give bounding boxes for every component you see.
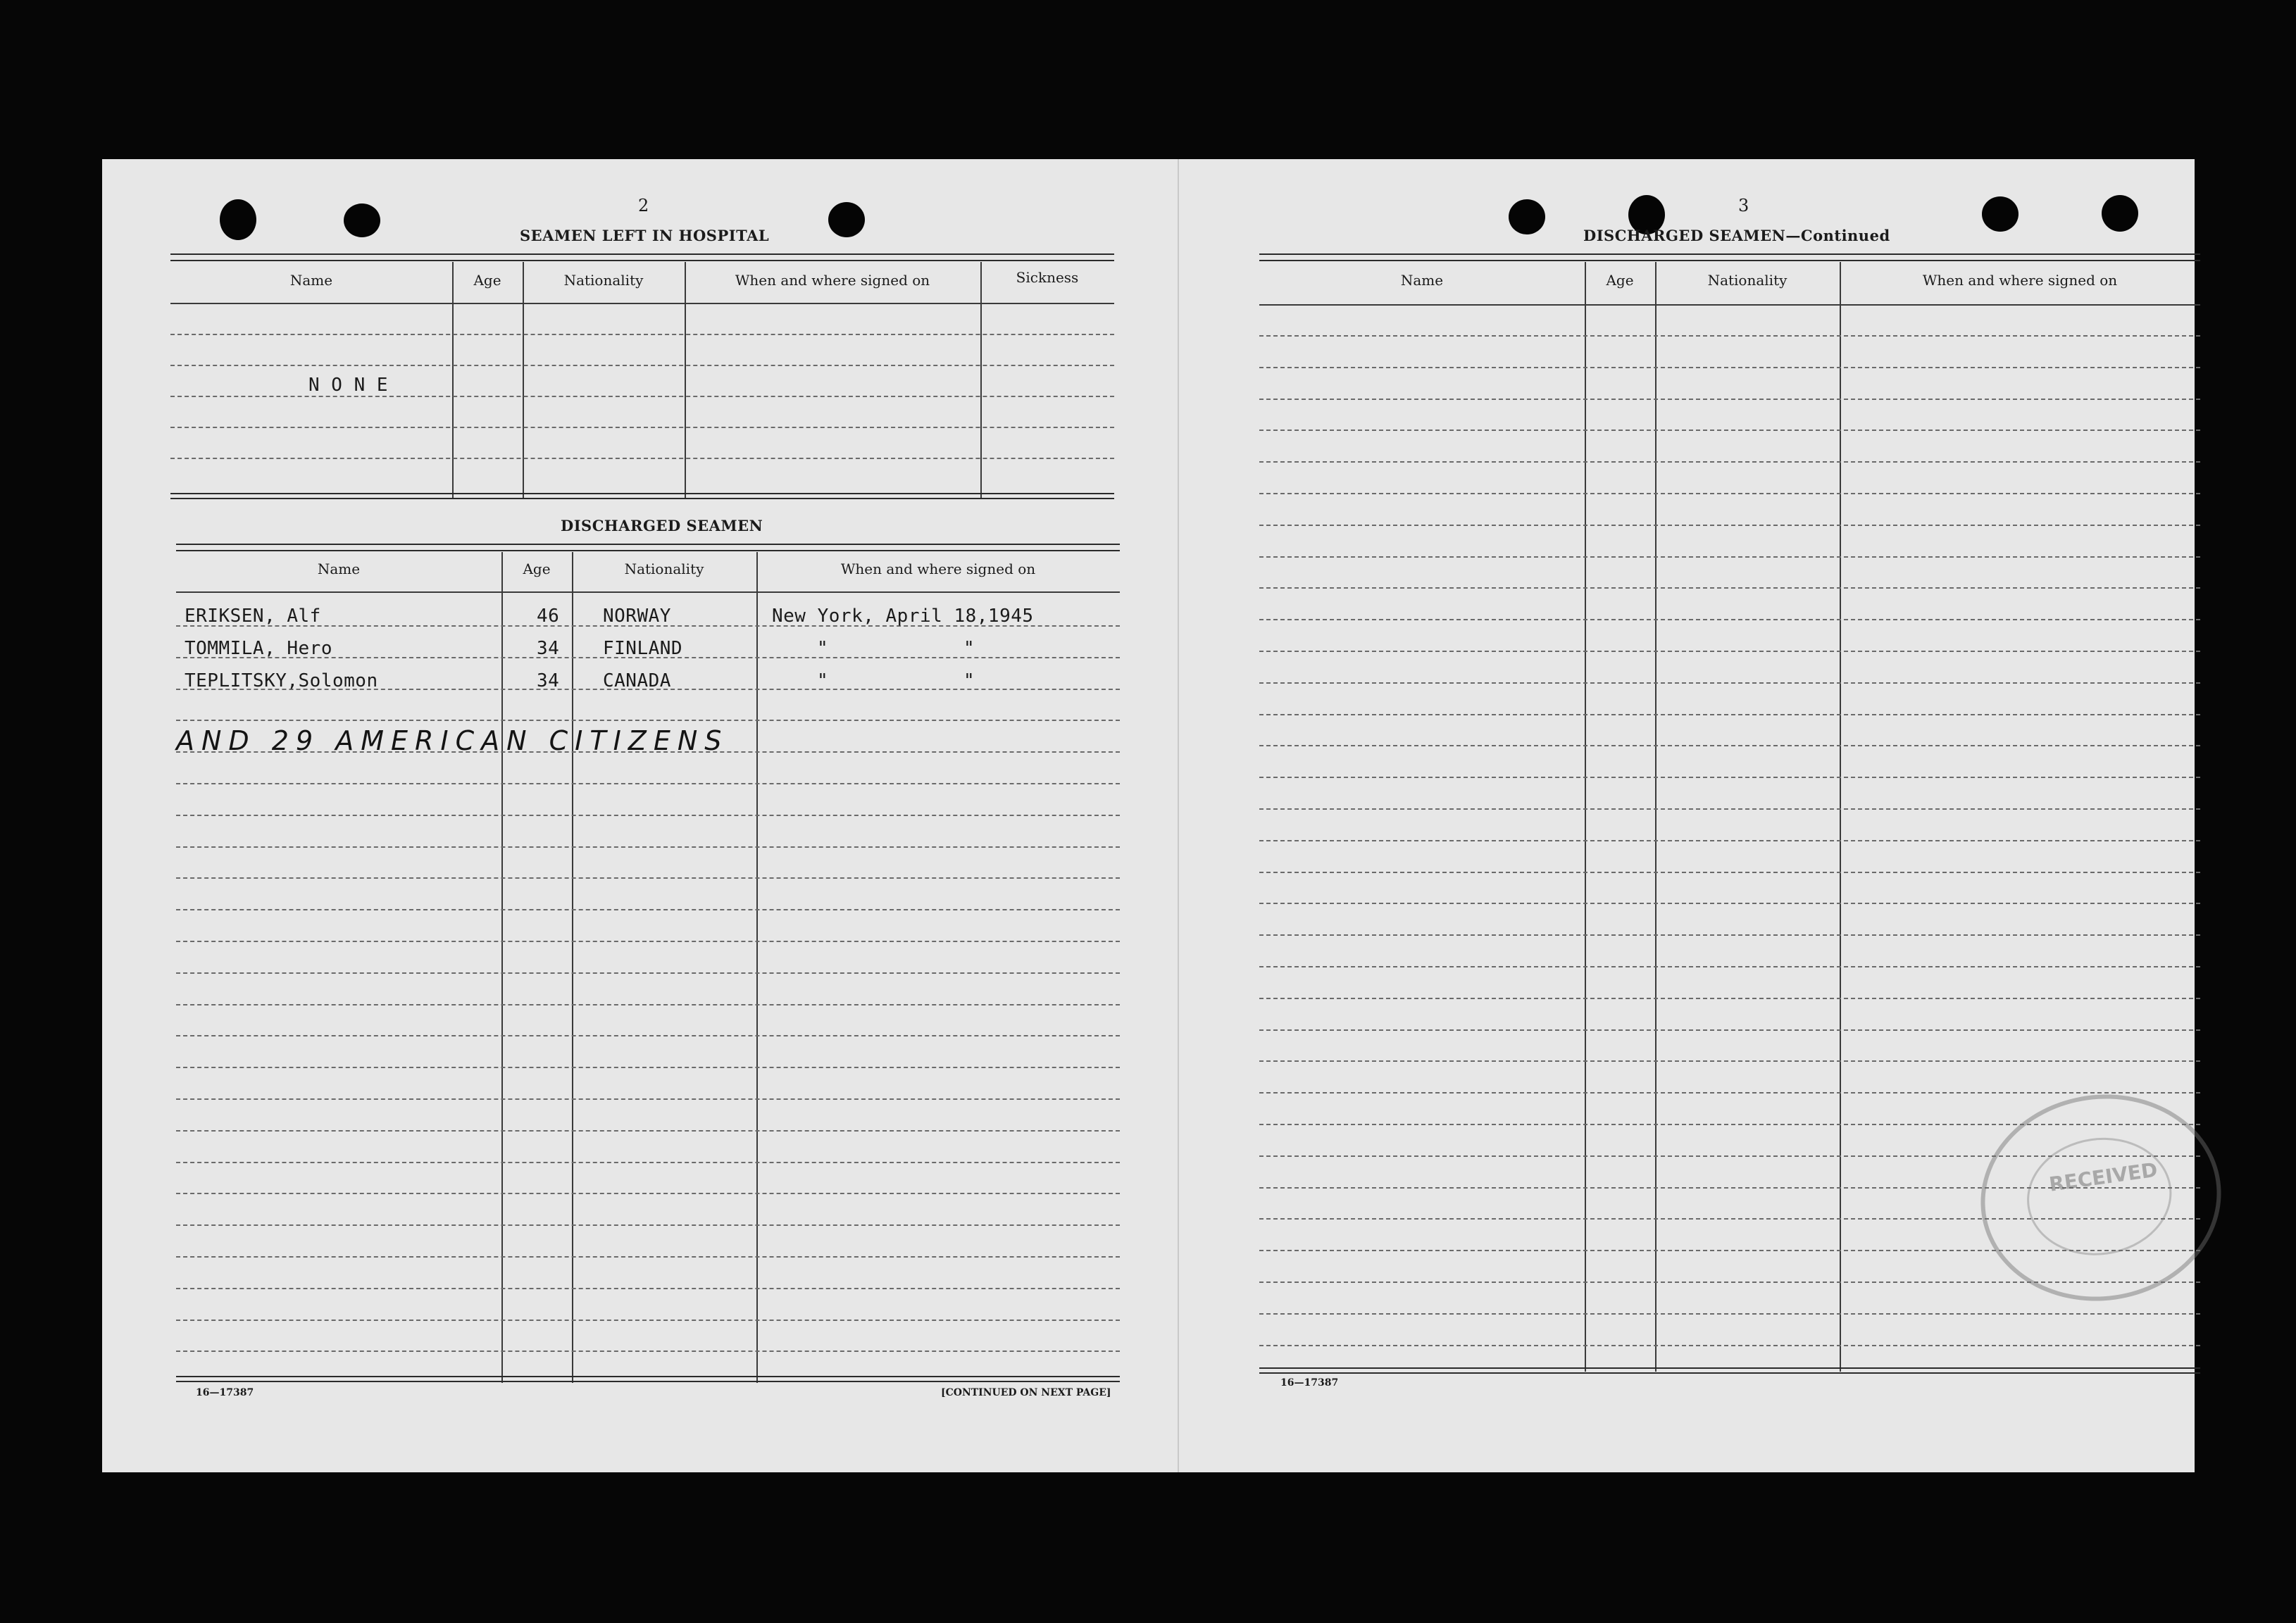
column-divider	[572, 552, 573, 1383]
punch-hole	[1982, 196, 2019, 232]
column-header-name: Name	[317, 560, 361, 577]
row-rule	[170, 334, 1114, 335]
column-header-signed-on: When and where signed on	[735, 272, 930, 289]
row-rule	[1259, 934, 2200, 936]
column-header-nationality: Nationality	[1707, 272, 1787, 289]
column-divider	[523, 262, 524, 499]
row-2-age: 34	[537, 638, 560, 659]
row-rule	[1259, 903, 2200, 904]
row-rule	[170, 427, 1114, 428]
row-rule	[176, 1162, 1120, 1163]
column-header-age: Age	[523, 560, 551, 577]
column-header-nationality: Nationality	[563, 272, 644, 289]
column-divider	[685, 262, 686, 499]
hospital-section-title: SEAMEN LEFT IN HOSPITAL	[520, 227, 770, 244]
row-rule	[176, 1224, 1120, 1226]
row-rule	[170, 396, 1114, 397]
table-top-rule	[1259, 253, 2200, 261]
column-divider	[1840, 262, 1841, 1372]
header-rule	[1259, 304, 2200, 306]
punch-hole	[220, 199, 256, 240]
row-rule	[176, 815, 1120, 816]
row-rule	[1259, 840, 2200, 841]
row-rule	[176, 1004, 1120, 1005]
row-rule	[1259, 1313, 2200, 1315]
row-rule	[176, 1351, 1120, 1352]
column-divider	[1655, 262, 1657, 1372]
row-rule	[176, 941, 1120, 942]
row-rule	[176, 1035, 1120, 1036]
row-1-name: ERIKSEN, Alf	[185, 606, 321, 627]
row-rule	[1259, 808, 2200, 810]
discharged-continued-title: DISCHARGED SEAMEN—Continued	[1583, 227, 1890, 244]
table-top-rule	[176, 544, 1120, 551]
row-rule	[1259, 619, 2200, 620]
row-3-signed-on-ditto: "	[817, 670, 829, 691]
row-rule	[1259, 525, 2200, 526]
discharged-section-title: DISCHARGED SEAMEN	[561, 517, 763, 534]
row-rule	[1259, 966, 2200, 967]
column-header-age: Age	[1606, 272, 1634, 289]
page-fold	[1178, 159, 1179, 1472]
row-1-age: 46	[537, 606, 560, 627]
row-rule	[176, 877, 1120, 879]
row-rule	[170, 365, 1114, 366]
column-header-signed-on: When and where signed on	[1922, 272, 2118, 289]
column-header-name: Name	[1400, 272, 1444, 289]
row-rule	[1259, 335, 2200, 337]
page-number-right: 3	[1738, 196, 1749, 215]
row-rule	[1259, 367, 2200, 368]
row-rule	[176, 972, 1120, 974]
column-header-nationality: Nationality	[624, 560, 704, 577]
row-rule	[176, 1098, 1120, 1100]
row-rule	[1259, 714, 2200, 715]
row-2-name: TOMMILA, Hero	[185, 638, 332, 659]
hospital-none-entry: N O N E	[308, 375, 389, 396]
row-2-date-ditto: "	[963, 638, 975, 659]
column-header-signed-on: When and where signed on	[840, 560, 1036, 577]
row-3-age: 34	[537, 670, 560, 691]
row-rule	[1259, 399, 2200, 400]
row-3-date-ditto: "	[963, 670, 975, 691]
row-rule	[1259, 682, 2200, 684]
row-rule	[176, 1130, 1120, 1132]
column-header-sickness: Sickness	[1016, 269, 1079, 286]
stamp-inner-ring	[2019, 1129, 2179, 1265]
column-divider	[501, 552, 503, 1383]
punch-hole	[2102, 195, 2138, 232]
row-rule	[1259, 587, 2200, 589]
row-rule	[1259, 872, 2200, 873]
row-rule	[1259, 777, 2200, 778]
row-rule	[176, 1193, 1120, 1194]
handwritten-note: AND 29 AMERICAN CITIZENS	[176, 725, 729, 756]
row-rule	[1259, 998, 2200, 999]
row-rule	[176, 720, 1120, 721]
table-top-rule	[170, 253, 1114, 261]
punch-hole	[828, 202, 865, 237]
row-rule	[1259, 461, 2200, 463]
table-bottom-rule	[170, 493, 1114, 499]
column-divider	[1585, 262, 1586, 1372]
row-rule	[1259, 1092, 2200, 1094]
row-rule	[170, 458, 1114, 459]
table-bottom-rule	[1259, 1367, 2200, 1374]
row-rule	[1259, 1029, 2200, 1031]
punch-hole	[1509, 199, 1545, 234]
continued-note: [CONTINUED ON NEXT PAGE]	[941, 1387, 1111, 1398]
column-header-age: Age	[473, 272, 501, 289]
row-3-name: TEPLITSKY,Solomon	[185, 670, 378, 691]
row-rule	[1259, 493, 2200, 494]
column-header-name: Name	[289, 272, 333, 289]
row-rule	[176, 783, 1120, 784]
column-divider	[756, 552, 758, 1383]
form-number-right: 16—17387	[1280, 1377, 1339, 1389]
page-number-left: 2	[638, 196, 649, 215]
row-rule	[176, 1067, 1120, 1068]
row-rule	[176, 1256, 1120, 1258]
row-rule	[176, 1320, 1120, 1321]
row-rule	[1259, 556, 2200, 558]
header-rule	[176, 591, 1120, 593]
stamp-text: RECEIVED	[2047, 1158, 2159, 1196]
row-3-nationality: CANADA	[603, 670, 671, 691]
table-bottom-rule	[176, 1376, 1120, 1382]
row-rule	[1259, 1060, 2200, 1062]
row-1-nationality: NORWAY	[603, 606, 671, 627]
form-number-left: 16—17387	[196, 1387, 254, 1398]
row-1-signed-on: New York, April 18,1945	[772, 606, 1034, 627]
row-rule	[1259, 430, 2200, 431]
column-divider	[980, 262, 982, 499]
row-rule	[1259, 1345, 2200, 1346]
row-2-nationality: FINLAND	[603, 638, 683, 659]
row-rule	[176, 909, 1120, 910]
column-divider	[452, 262, 454, 499]
header-rule	[170, 303, 1114, 304]
row-rule	[1259, 651, 2200, 652]
row-rule	[176, 846, 1120, 848]
row-2-signed-on-ditto: "	[817, 638, 829, 659]
row-rule	[176, 1288, 1120, 1289]
row-rule	[1259, 745, 2200, 746]
punch-hole	[344, 203, 380, 237]
